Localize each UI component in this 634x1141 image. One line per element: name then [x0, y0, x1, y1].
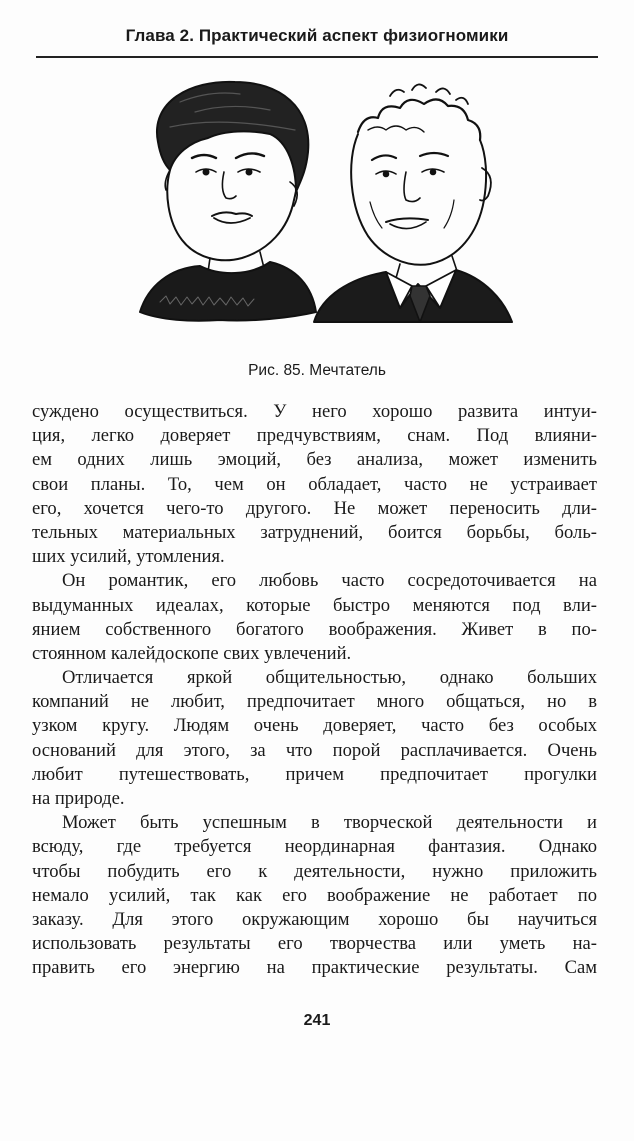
text-line: Может быть успешным в творческой деятельности и	[62, 812, 597, 834]
text-line: тельных материальных затруднений, боится борьбы, боль-	[32, 521, 597, 543]
running-head: Глава 2. Практический аспект физиогномики	[125, 26, 509, 45]
text-line: ция, легко доверяет предчувствиям, снам. Под влияни-	[32, 425, 597, 447]
left-portrait	[140, 82, 316, 321]
text-line: всюду, где требуется неординарная фантазия. Однако	[32, 836, 597, 858]
text-line: любит путешествовать, причем предпочитает прогулки	[32, 763, 597, 785]
page-number: 241	[303, 1012, 331, 1029]
text-line: выдуманных идеалах, которые быстро меняются под вли-	[32, 594, 597, 616]
body-text	[32, 400, 597, 981]
text-line: чтобы побудить его к деятельности, нужно приложить	[32, 860, 597, 882]
text-line: янием собственного богатого воображения. Живет в по-	[32, 618, 597, 640]
figure-illustration	[100, 72, 520, 332]
text-line: Отличается яркой общительностью, однако больших	[62, 667, 597, 689]
text-line: немало усилий, так как его воображение не работает по	[32, 884, 597, 906]
text-line: на природе.	[32, 788, 125, 809]
text-line: оснований для этого, за что порой расплачивается. Очень	[32, 739, 597, 761]
figure-caption: Рис. 85. Мечтатель	[248, 362, 386, 379]
text-line: использовать результаты его творчества или уметь на-	[32, 933, 597, 955]
header-rule	[36, 56, 598, 58]
text-line: ших усилий, утомления.	[32, 546, 225, 568]
text-line: стоянном калейдоскопе свих увлечений.	[32, 642, 352, 664]
text-line: заказу. Для этого окружающим хорошо бы научиться	[32, 908, 597, 930]
text-line: править его энергию на практические результаты. Сам	[32, 957, 597, 979]
text-line: компаний не любит, предпочитает много общаться, но в	[32, 691, 597, 713]
text-line: его, хочется чего-то другого. Не может переносить дли-	[32, 497, 597, 519]
text-line: Он романтик, его любовь часто сосредоточивается на	[62, 570, 597, 592]
text-line: свои планы. То, чем он обладает, часто не устраивает	[32, 473, 597, 495]
text-line: ем одних лишь эмоций, без анализа, может изменить	[32, 449, 597, 471]
text-line: суждено осуществиться. У него хорошо развита интуи-	[32, 401, 597, 422]
text-line: узком кругу. Людям очень доверяет, часто без особых	[32, 715, 597, 737]
right-portrait	[314, 84, 512, 322]
dreamer-sketch	[100, 72, 520, 332]
